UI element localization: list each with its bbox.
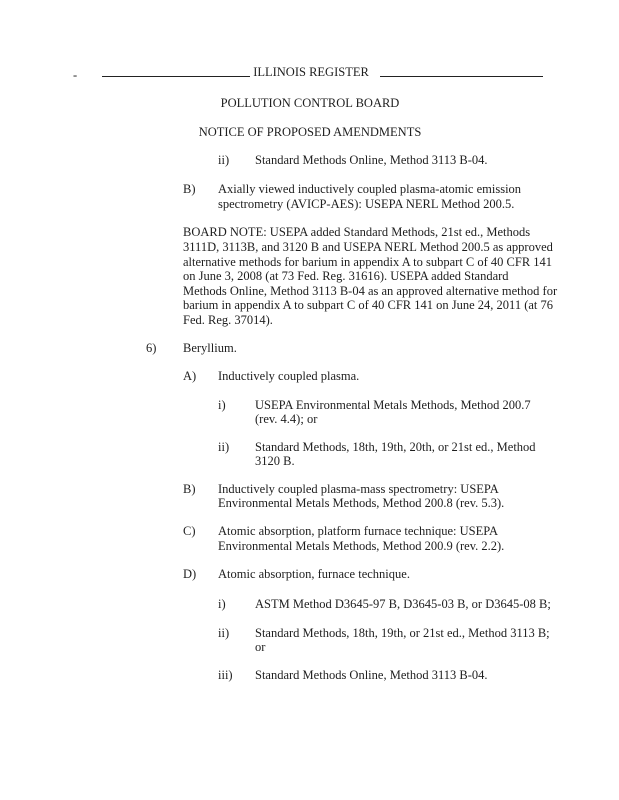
s6-D-i-text: ASTM Method D3645-97 B, D3645-03 B, or D3645-08 B; [255, 597, 551, 611]
header-rule-left [102, 76, 250, 77]
s6-A-number: A) [183, 369, 197, 383]
board-note-line4: on June 3, 2008 (at 73 Fed. Reg. 31616). USEPA added Standard [183, 269, 509, 283]
s6-D-ii-line1: Standard Methods, 18th, 19th, or 21st ed., Method 3113 B; [255, 626, 550, 640]
s6-C-number: C) [183, 524, 196, 538]
board-name: POLLUTION CONTROL BOARD [220, 96, 400, 110]
s6-D-iii-text: Standard Methods Online, Method 3113 B-04. [255, 668, 488, 682]
top-B-line1: Axially viewed inductively coupled plasma-atomic emission [218, 182, 522, 196]
s6-A-i-number: i) [218, 398, 226, 412]
s6-C-line1: Atomic absorption, platform furnace technique: USEPA [218, 524, 499, 538]
s6-D-i-number: i) [218, 597, 226, 611]
s6-C-line2: Environmental Metals Methods, Method 200.9 (rev. 2.2). [218, 539, 505, 553]
s6-number: 6) [146, 341, 157, 355]
s6-label: Beryllium. [183, 341, 237, 355]
s6-D-iii-number: iii) [218, 668, 233, 682]
top-B-number: B) [183, 182, 196, 196]
register-title: ILLINOIS REGISTER [253, 65, 369, 79]
s6-D-text: Atomic absorption, furnace technique. [218, 567, 410, 581]
s6-A-ii-line2: 3120 B. [255, 454, 295, 468]
top-B-line2: spectrometry (AVICP-AES): USEPA NERL Method 200.5. [218, 197, 515, 211]
notice-title: NOTICE OF PROPOSED AMENDMENTS [198, 125, 422, 139]
board-note-line6: barium in appendix A to subpart C of 40 CFR 141 on June 24, 2011 (at 76 [183, 298, 554, 312]
s6-A-i-line1: USEPA Environmental Metals Methods, Method 200.7 [255, 398, 531, 412]
s6-A-ii-number: ii) [218, 440, 230, 454]
board-note-line2: 3111D, 3113B, and 3120 B and USEPA NERL Method 200.5 as approved [183, 240, 553, 254]
top-ii-text: Standard Methods Online, Method 3113 B-04. [255, 153, 488, 167]
s6-A-ii-line1: Standard Methods, 18th, 19th, 20th, or 21st ed., Method [255, 440, 536, 454]
s6-A-i-line2: (rev. 4.4); or [255, 412, 318, 426]
board-note-line1: BOARD NOTE: USEPA added Standard Methods, 21st ed., Methods [183, 225, 531, 239]
board-note-line7: Fed. Reg. 37014). [183, 313, 273, 327]
board-note-line3: alternative methods for barium in appendix A to subpart C of 40 CFR 141 [183, 255, 553, 269]
s6-D-ii-line2: or [255, 640, 266, 654]
board-note-line5: Methods Online, Method 3113 B-04 as an approved alternative method for [183, 284, 558, 298]
s6-D-number: D) [183, 567, 197, 581]
s6-A-text: Inductively coupled plasma. [218, 369, 360, 383]
top-ii-number: ii) [218, 153, 230, 167]
s6-D-ii-number: ii) [218, 626, 230, 640]
s6-B-line1: Inductively coupled plasma-mass spectrometry: USEPA [218, 482, 499, 496]
s6-B-number: B) [183, 482, 196, 496]
s6-B-line2: Environmental Metals Methods, Method 200.8 (rev. 5.3). [218, 496, 505, 510]
header-mark: - [73, 68, 78, 82]
header-rule-right [380, 76, 543, 77]
